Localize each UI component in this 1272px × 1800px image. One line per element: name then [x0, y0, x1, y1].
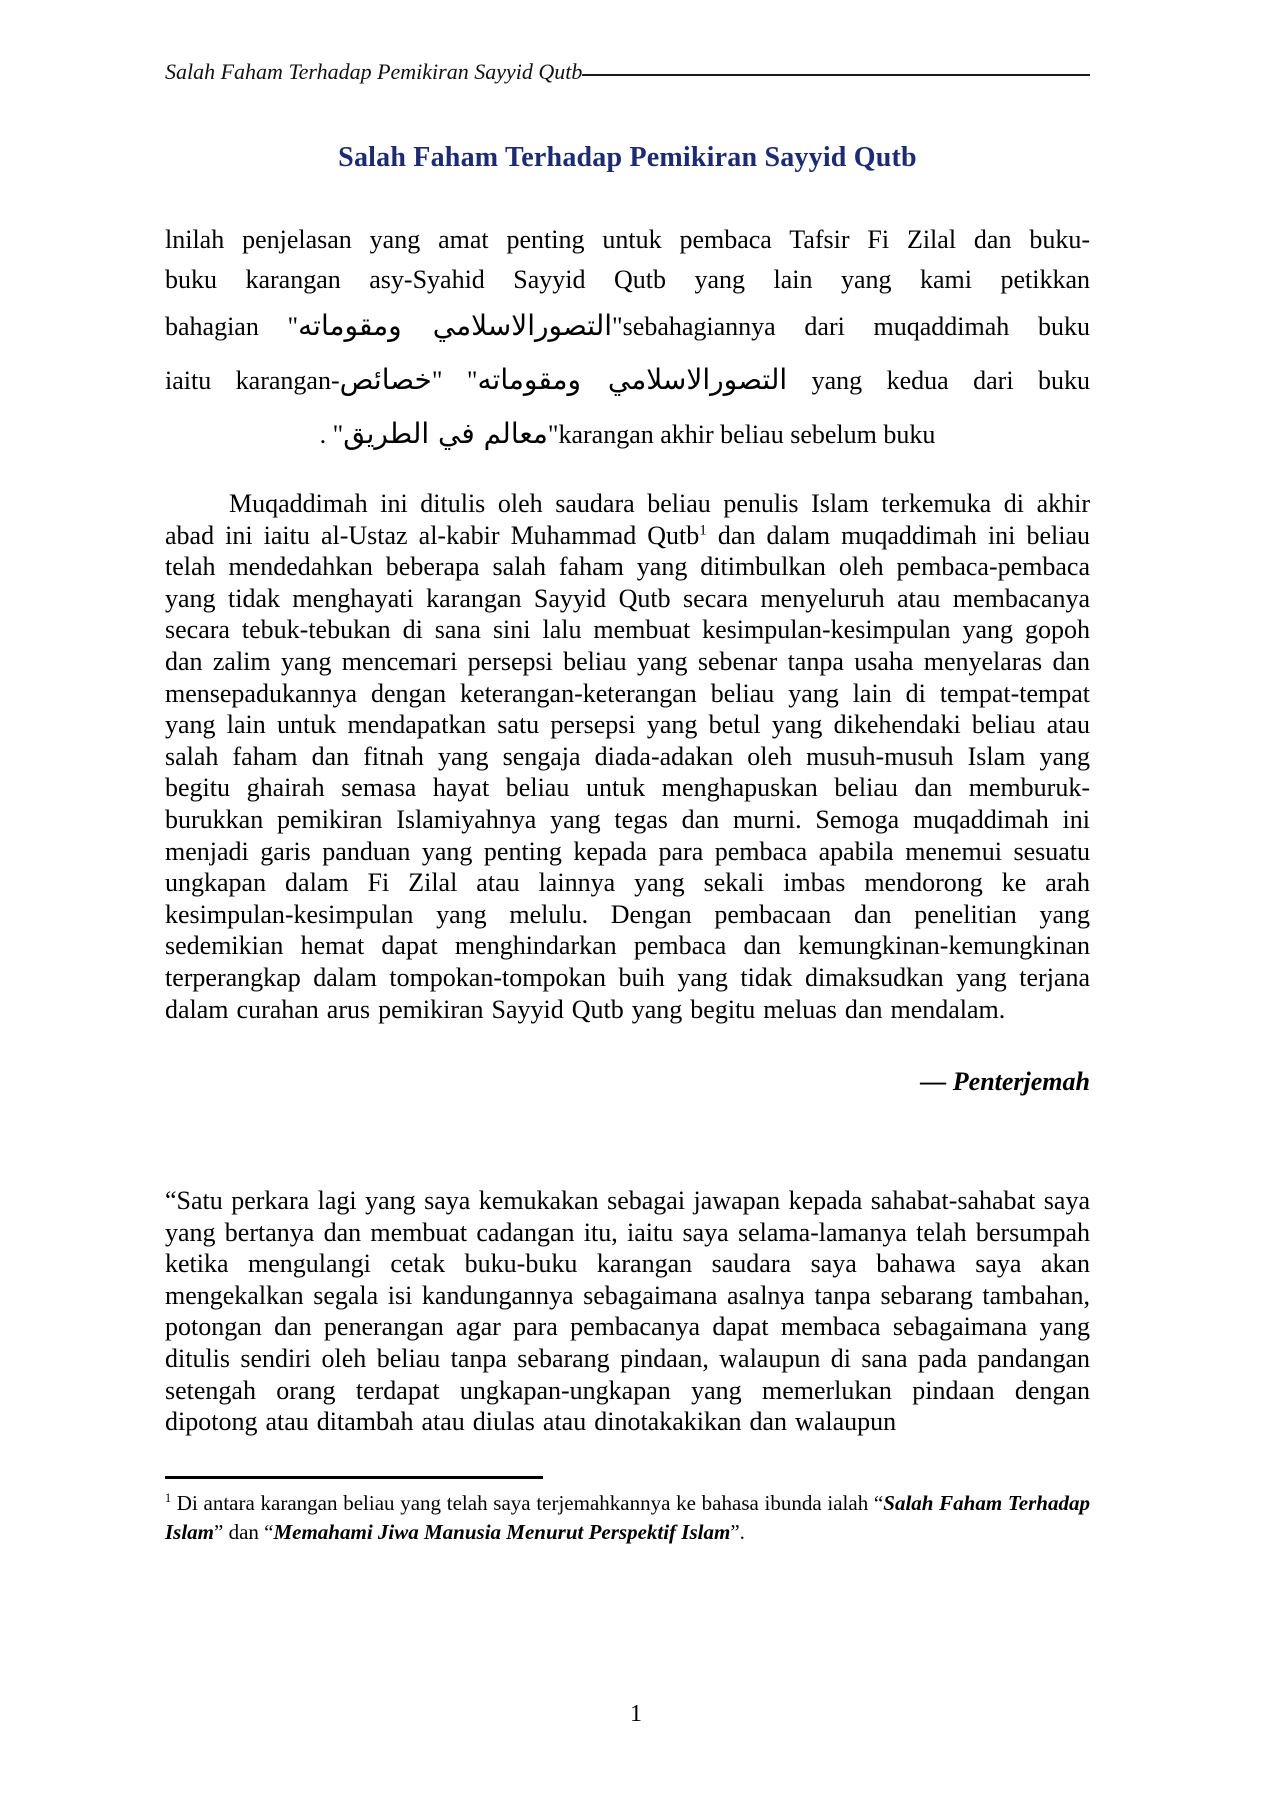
muqaddimah-text-2: dan dalam muqaddimah ini beliau telah mendedahkan beberapa salah faham yang ditimbulkan oleh pembaca-pembaca yang tidak menghayati karangan Sayyid Qutb secara menyeluruh atau membacanya secara tebuk-tebukan di sana sini lalu membuat kesimpulan-kesimpulan yang gopoh dan zalim yang mencemari persepsi beliau yang sebenar tanpa usaha menyelaras dan mensepadukannya dengan keterangan-keterangan beliau yang lain di tempat-tempat yang lain untuk mendapatkan satu persepsi yang betul yang dikehendaki beliau atau salah faham dan fitnah yang sengaja diada-adakan oleh musuh-musuh Islam yang begitu ghairah semasa hayat beliau untuk menghapuskan beliau dan memburuk-burukkan pemikiran Islamiyahnya yang tegas dan murni. Semoga muqaddimah ini menjadi garis panduan yang penting kepada para pembaca apabila menemui sesuatu ungkapan dalam Fi Zilal atau lainnya yang sekali imbas mendorong ke arah kesimpulan-kesimpulan yang melulu. Dengan pembacaan dan penelitian yang sedemikian hemat dapat menghindarkan pembaca dan kemungkinan-kemungkinan terperangkap dalam tompokan-tompokan buih yang tidak dimaksudkan yang terjana dalam curahan arus pemikiran Sayyid Qutb yang begitu meluas dan mendalam. — [165, 520, 1090, 1024]
footnote-text-2: ” dan “ — [214, 1519, 274, 1544]
running-header — [165, 58, 1090, 86]
footnote-number: 1 — [165, 1490, 172, 1505]
footnote-text-1: Di antara karangan beliau yang telah saya terjemahkannya ke bahasa ibunda ialah “ — [171, 1490, 884, 1515]
running-header-rule — [582, 74, 1090, 76]
intro-line-4-quotes: " " — [431, 366, 478, 395]
translator-signature: — Penterjemah — [920, 1067, 1090, 1097]
arabic-phrase-tasawwur-2: التصورالاسلامي ومقوماته — [477, 363, 788, 396]
footnote — [165, 1489, 1090, 1547]
muqaddimah-text-1: Muqaddimah ini ditulis oleh saudara beliau penulis Islam terkemuka di akhir abad ini iaitu al-Ustaz al-kabir Muhammad Qutb — [165, 489, 1090, 550]
intro-paragraph — [165, 220, 1090, 462]
footnote-text-3: ”. — [730, 1519, 745, 1544]
intro-line-4-pre: iaitu karangan- — [165, 366, 340, 395]
running-header-title: Salah Faham Terhadap Pemikiran Sayyid Qutb — [165, 59, 583, 84]
intro-line-5 — [165, 408, 1090, 462]
footnote-book-title-1: Salah Faham Terhadap Islam — [165, 1490, 1090, 1544]
quotation-paragraph: “Satu perkara lagi yang saya kemukakan sebagai jawapan kepada sahabat-sahabat saya yang bertanya dan membuat cadangan itu, iaitu saya selama-lamanya telah bersumpah ketika mengulangi cetak buku-buku karangan saudara saya bahawa saya akan mengekalkan segala isi kandungannya sebagaimana asalnya tanpa sebarang tambahan, potongan dan penerangan agar para pembacanya dapat membaca sebagaimana yang ditulis sendiri oleh beliau tanpa sebarang pindaan, walaupun di sana pada pandangan setengah orang terdapat ungkapan-ungkapan yang memerlukan pindaan dengan dipotong atau ditambah atau diulas atau dinotakakikan dan walaupun — [165, 1186, 1090, 1437]
intro-line-5-pre: . " — [319, 420, 344, 449]
muqaddimah-paragraph — [165, 488, 1090, 1025]
intro-line-2: buku karangan asy-Syahid Sayyid Qutb yang lain yang kami petikkan — [165, 265, 1090, 294]
arabic-phrase-maalim: معالم في الطريق — [343, 417, 548, 450]
intro-line-5-post: "karangan akhir beliau sebelum buku — [547, 420, 936, 449]
arabic-phrase-tasawwur: التصورالاسلامي ومقوماته — [298, 309, 613, 342]
page-title: Salah Faham Terhadap Pemikiran Sayyid Qutb — [338, 142, 917, 173]
intro-line-3-post: "sebahagiannya dari muqaddimah buku — [612, 312, 1090, 341]
footnote-reference-marker: 1 — [699, 521, 707, 538]
footnote-separator-rule — [165, 1476, 543, 1479]
intro-line-4-post: yang kedua dari buku — [787, 366, 1090, 395]
arabic-phrase-khasais: خصائص — [339, 363, 432, 396]
intro-line-4 — [165, 354, 1090, 408]
intro-line-1: lnilah penjelasan yang amat penting untuk pembaca Tafsir Fi Zilal dan buku- — [165, 225, 1090, 254]
intro-line-3-pre: bahagian " — [165, 312, 299, 341]
intro-line-3 — [165, 300, 1090, 354]
page-number: 1 — [630, 1701, 642, 1727]
footnote-book-title-2: Memahami Jiwa Manusia Menurut Perspektif Islam — [273, 1519, 731, 1544]
